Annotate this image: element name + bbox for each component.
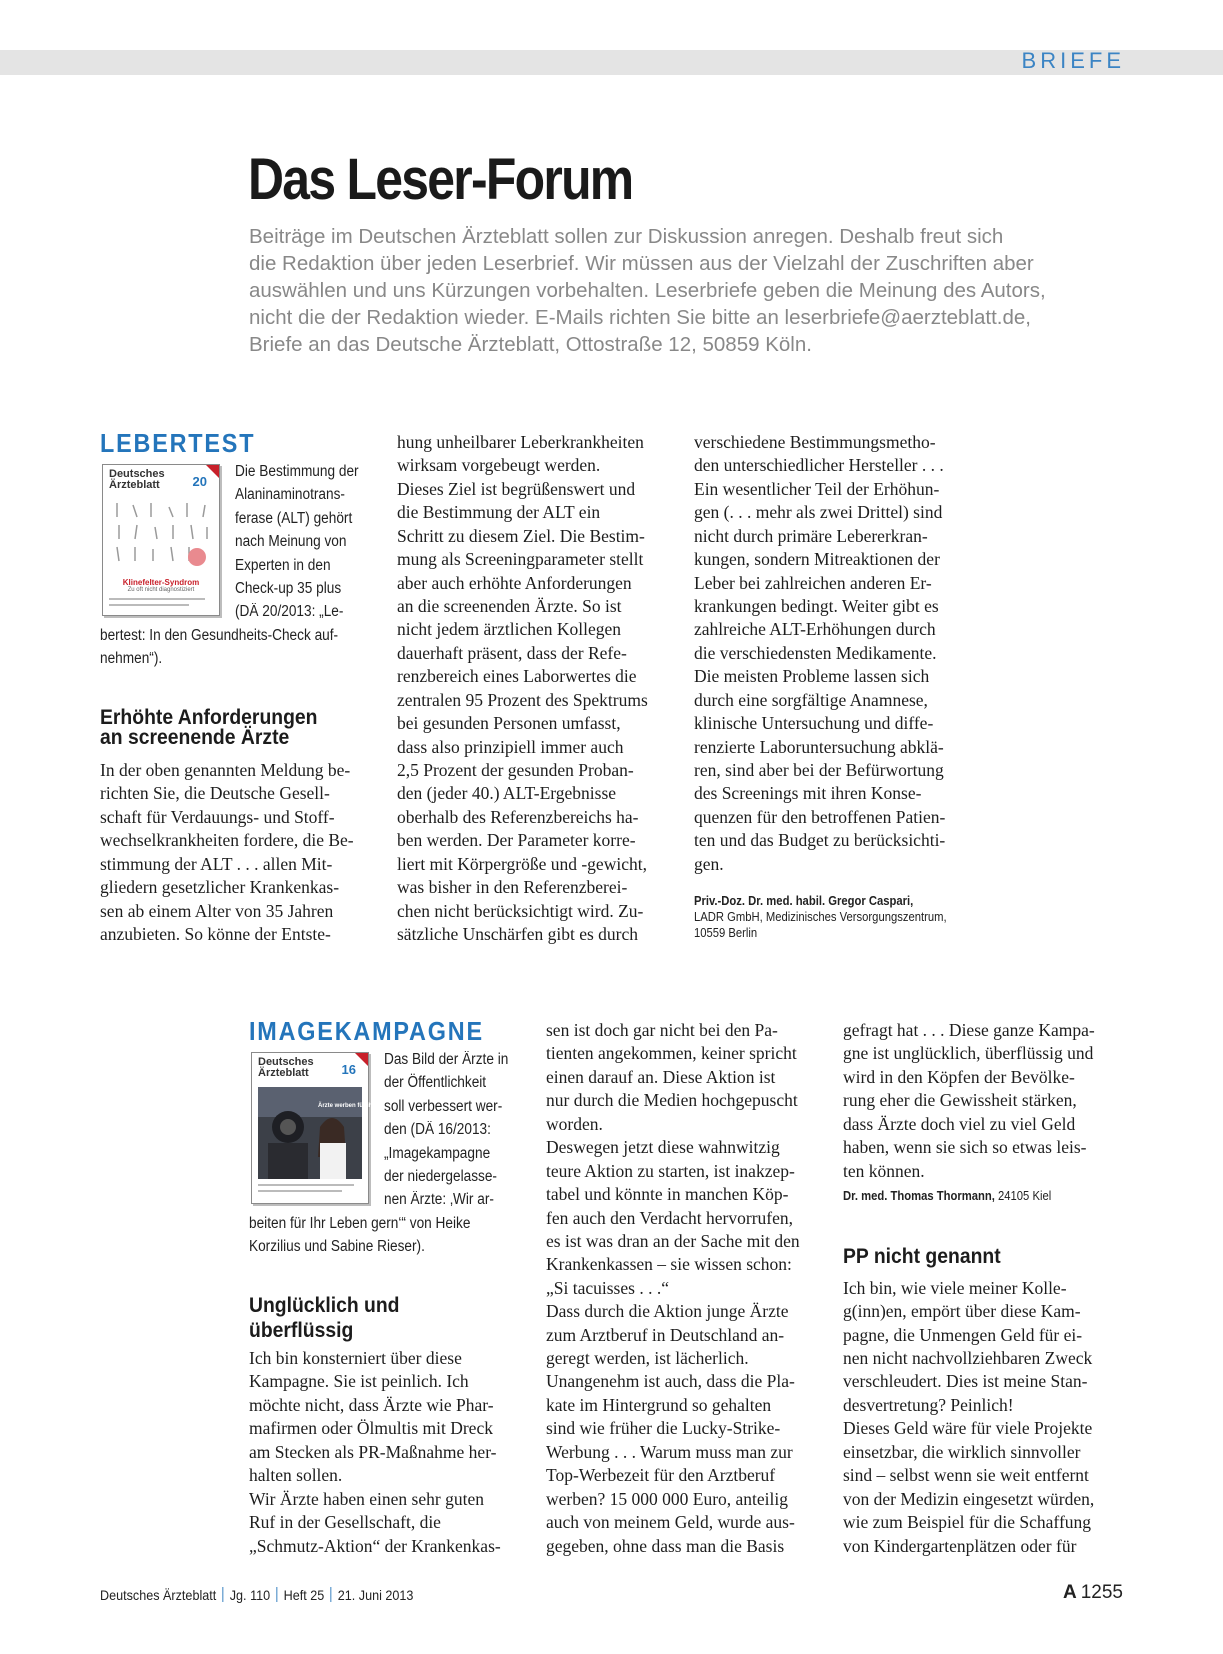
journal-cover-image <box>102 464 220 616</box>
footer-separator <box>331 1587 332 1602</box>
cover-photo-illustration <box>258 1087 400 1179</box>
cover-issue-number: 16 <box>341 1062 356 1077</box>
body-line: quenzen für den betroffenen Patien- <box>694 807 946 827</box>
body-line: Unangenehm ist auch, dass die Pla- <box>546 1371 795 1391</box>
body-line: nur durch die Medien hochgepuscht <box>546 1090 798 1110</box>
body-line: einsetzbar, die wirklich sinnvoller <box>843 1442 1081 1462</box>
body-line: am Stecken als PR-Maßnahme her- <box>249 1442 497 1462</box>
footer-separator <box>223 1587 224 1602</box>
body-line: Die meisten Probleme lassen sich <box>694 666 930 686</box>
body-line: Ruf in der Gesellschaft, die <box>249 1512 441 1532</box>
cover-issue-number: 20 <box>192 474 207 489</box>
body-line: aber auch erhöhte Anforderungen <box>397 573 632 593</box>
body-line: wirksam vorgebeugt werden. <box>397 455 601 475</box>
body-line: kate im Hintergrund so gehalten <box>546 1395 772 1415</box>
body-line: wird in den Köpfen der Bevölke- <box>843 1067 1075 1087</box>
body-line: die verschiedensten Medikamente. <box>694 643 937 663</box>
body-line: Ich bin, wie viele meiner Kolle- <box>843 1278 1067 1298</box>
body-line: sätzliche Unschärfen gibt es durch <box>397 924 639 944</box>
letter-subheading: an screenende Ärzte <box>100 725 290 749</box>
body-line: kungen, sondern Mitreaktionen der <box>694 549 940 569</box>
cover-text-line <box>258 1184 354 1186</box>
body-line: Dass durch die Aktion junge Ärzte <box>546 1301 789 1321</box>
page-title: Das Leser-Forum <box>248 147 633 212</box>
body-line: wechselkrankheiten fordere, die Be- <box>100 830 354 850</box>
caption-line: der Öffentlichkeit <box>384 1074 487 1091</box>
caption-line: ferase (ALT) gehört <box>235 510 353 527</box>
body-line: renzbereich eines Laborwertes die <box>397 666 637 686</box>
body-line: sen ist doch gar nicht bei den Pa- <box>546 1020 778 1040</box>
body-line: Dieses Geld wäre für viele Projekte <box>843 1418 1093 1438</box>
signature-city: 10559 Berlin <box>694 926 758 940</box>
body-line: Leber bei zahlreichen anderen Er- <box>694 573 932 593</box>
body-line: auch von meinem Geld, wurde aus- <box>546 1512 795 1532</box>
body-line: rung eher die Gewissheit stärken, <box>843 1090 1077 1110</box>
footer-separator <box>276 1587 277 1602</box>
body-line: des Screenings mit ihren Konse- <box>694 783 922 803</box>
body-line: gliedern gesetzlicher Krankenkas- <box>100 877 340 897</box>
body-line: sen ab einem Alter von 35 Jahren <box>100 901 334 921</box>
letter-subheading: Unglücklich und <box>249 1293 400 1317</box>
body-line: Wir Ärzte haben einen sehr guten <box>249 1489 484 1509</box>
body-line: chen nicht berücksichtigt wird. Zu- <box>397 901 644 921</box>
intro-line: die Redaktion über jeden Leserbrief. Wir müssen aus der Vielzahl der Zuschriften aber <box>249 252 1034 275</box>
cover-title: Deutsches Ärzteblatt <box>109 468 165 491</box>
cover-corner-mark <box>206 465 219 478</box>
body-line: zentralen 95 Prozent des Spektrums <box>397 690 648 710</box>
cover-headline: Klinefelter-Syndrom <box>122 578 200 587</box>
body-line: wie zum Beispiel für die Schaffung <box>843 1512 1092 1532</box>
caption-line: nen Ärzte: ‚Wir ar- <box>384 1191 494 1208</box>
body-line: bei gesunden Personen umfasst, <box>397 713 621 733</box>
body-line: verschleudert. Dies ist meine Stan- <box>843 1371 1088 1391</box>
body-line: gen (. . . mehr als zwei Drittel) sind <box>694 502 943 522</box>
footer-citation <box>100 1587 413 1603</box>
footer-volume: Jg. 110 <box>229 1587 271 1603</box>
footer-journal: Deutsches Ärzteblatt <box>100 1587 217 1603</box>
caption-line: beiten für Ihr Leben gern‘“ von Heike <box>249 1215 471 1232</box>
body-line: gne ist unglücklich, überflüssig und <box>843 1043 1094 1063</box>
body-line: Ein wesentlicher Teil der Erhöhun- <box>694 479 940 499</box>
cover-text-line <box>258 1190 342 1192</box>
cover-text-line <box>109 598 205 600</box>
body-line: mung als Screeningparameter stellt <box>397 549 644 569</box>
body-line: Werbung . . . Warum muss man zur <box>546 1442 793 1462</box>
body-line: In der oben genannten Meldung be- <box>100 760 351 780</box>
letter-subheading: PP nicht genannt <box>843 1244 1001 1268</box>
body-line: es ist was dran an der Sache mit den <box>546 1231 800 1251</box>
body-line: 2,5 Prozent der gesunden Proban- <box>397 760 634 780</box>
intro-line: auswählen und uns Kürzungen vorbehalten. Leserbriefe geben die Meinung des Autors, <box>249 279 1046 302</box>
body-line: nen nicht nachvollziehbaren Zweck <box>843 1348 1093 1368</box>
body-line: anzubieten. So könne der Entste- <box>100 924 331 944</box>
footer-issue: Heft 25 <box>283 1587 325 1603</box>
body-line: werben? 15 000 000 Euro, anteilig <box>546 1489 789 1509</box>
section-label: BRIEFE <box>1021 48 1125 73</box>
body-line: „Si tacuisses . . .“ <box>546 1278 669 1298</box>
cover-text-line <box>109 604 189 606</box>
body-line: gefragt hat . . . Diese ganze Kampa- <box>843 1020 1095 1040</box>
body-line: durch eine sorgfältige Anamnese, <box>694 690 928 710</box>
caption-line: der niedergelasse- <box>384 1168 497 1185</box>
letter-signature-thormann <box>843 1188 1051 1204</box>
body-line: sind – selbst wenn sie weit entfernt <box>843 1465 1089 1485</box>
body-line: ten und das Budget zu berücksichti- <box>694 830 946 850</box>
letter-subheading: überflüssig <box>249 1318 354 1342</box>
body-line: worden. <box>546 1114 603 1134</box>
body-line: halten sollen. <box>249 1465 343 1485</box>
body-line: haben, wenn sie sich so etwas leis- <box>843 1137 1087 1157</box>
body-line: möchte nicht, dass Ärzte wie Phar- <box>249 1395 494 1415</box>
page-prefix: A <box>1062 1582 1077 1603</box>
body-line: mafirmen oder Ölmultis mit Dreck <box>249 1418 493 1438</box>
body-line: von Kindergartenplätzen oder für <box>843 1536 1077 1556</box>
cover-subline: Zu oft nicht diagnostiziert <box>127 587 195 593</box>
body-line: Deswegen jetzt diese wahnwitzig <box>546 1137 780 1157</box>
body-line: stimmung der ALT . . . allen Mit- <box>100 854 333 874</box>
body-line: zahlreiche ALT-Erhöhungen durch <box>694 619 936 639</box>
body-line: den unterschiedlicher Hersteller . . . <box>694 455 944 475</box>
body-line: ren, sind aber bei der Befürwortung <box>694 760 944 780</box>
body-line: Schritt zu diesem Ziel. Die Bestim- <box>397 526 645 546</box>
caption-line: „Imagekampagne <box>384 1145 491 1162</box>
body-line: dass Ärzte doch viel zu viel Geld <box>843 1114 1076 1134</box>
body-line: teure Aktion zu starten, ist inakzep- <box>546 1161 795 1181</box>
body-line: schaft für Verdauungs- und Stoff- <box>100 807 335 827</box>
body-line: oberhalb des Referenzbereichs ha- <box>397 807 639 827</box>
body-line: krankungen bedingt. Weiter gibt es <box>694 596 939 616</box>
body-line: geregt werden, ist lächerlich. <box>546 1348 749 1368</box>
body-line: Dieses Ziel ist begrüßenswert und <box>397 479 636 499</box>
caption-line: bertest: In den Gesundheits-Check auf- <box>100 627 339 644</box>
caption-line: Korzilius und Sabine Rieser). <box>249 1238 425 1255</box>
cover-title: Deutsches Ärzteblatt <box>258 1056 314 1079</box>
caption-line: Check-up 35 plus <box>235 580 342 597</box>
body-line: den (jeder 40.) ALT-Ergebnisse <box>397 783 617 803</box>
caption-line: soll verbessert wer- <box>384 1098 503 1115</box>
letter-heading-lebertest: LEBERTEST <box>100 428 256 458</box>
body-line: von der Medizin eingesetzt würden, <box>843 1489 1095 1509</box>
body-line: dass also prinzipiell immer auch <box>397 737 624 757</box>
signature-city: 24105 Kiel <box>994 1189 1052 1203</box>
caption-line: nehmen“). <box>100 650 163 667</box>
body-line: richten Sie, die Deutsche Gesell- <box>100 783 330 803</box>
body-line: renzierte Laboruntersuchung abklä- <box>694 737 944 757</box>
body-line: klinische Untersuchung und diffe- <box>694 713 934 733</box>
caption-line: Experten in den <box>235 557 331 574</box>
cover-corner-mark <box>355 1053 368 1066</box>
body-line: Ich bin konsterniert über diese <box>249 1348 462 1368</box>
journal-cover-image <box>251 1052 400 1204</box>
caption-line: Alaninaminotrans- <box>235 486 345 503</box>
body-line: ben werden. Der Parameter korre- <box>397 830 636 850</box>
body-line: was bisher in den Referenzberei- <box>397 877 628 897</box>
intro-line: nicht die der Redaktion wieder. E-Mails richten Sie bitte an leserbriefe@aerzteblatt.de, <box>249 306 1031 329</box>
body-line: gegeben, ohne dass man die Basis <box>546 1536 785 1556</box>
intro-line: Briefe an das Deutsche Ärzteblatt, Ottostraße 12, 50859 Köln. <box>249 333 812 356</box>
body-line: gen. <box>694 854 724 874</box>
cover-figure-illustration <box>107 499 215 577</box>
footer-date: 21. Juni 2013 <box>337 1587 414 1603</box>
caption-line: den (DÄ 16/2013: <box>384 1121 491 1138</box>
body-line: desvertretung? Peinlich! <box>843 1395 1014 1415</box>
body-line: dauerhaft präsent, dass der Refe- <box>397 643 627 663</box>
body-line: tabel und könnte in manchen Köp- <box>546 1184 789 1204</box>
caption-line: Das Bild der Ärzte in <box>384 1051 509 1068</box>
body-line: einen darauf an. Diese Aktion ist <box>546 1067 776 1087</box>
body-line: nicht durch primäre Lebererkran- <box>694 526 928 546</box>
caption-line: (DÄ 20/2013: „Le- <box>235 603 344 620</box>
signature-name: Dr. med. Thomas Thormann, <box>843 1189 995 1203</box>
body-line: g(inn)en, empört über diese Kam- <box>843 1301 1081 1321</box>
body-line: Kampagne. Sie ist peinlich. Ich <box>249 1371 469 1391</box>
body-line: sind wie früher die Lucky-Strike- <box>546 1418 781 1438</box>
page-number-value: 1255 <box>1080 1582 1123 1603</box>
page-number <box>1063 1582 1123 1604</box>
body-line: ten können. <box>843 1161 925 1181</box>
letter-heading-imagekampagne: IMAGEKAMPAGNE <box>249 1016 484 1046</box>
body-line: tienten angekommen, keiner spricht <box>546 1043 797 1063</box>
body-line: „Schmutz-Aktion“ der Krankenkas- <box>249 1536 501 1556</box>
body-line: liert mit Körpergröße und -gewicht, <box>397 854 647 874</box>
body-line: Top-Werbezeit für den Arztberuf <box>546 1465 776 1485</box>
body-line: verschiedene Bestimmungsmetho- <box>694 432 936 452</box>
body-line: hung unheilbarer Leberkrankheiten <box>397 432 644 452</box>
body-line: an die screenenden Ärzte. So ist <box>397 596 622 616</box>
intro-line: Beiträge im Deutschen Ärzteblatt sollen zur Diskussion anregen. Deshalb freut sich <box>249 225 1004 248</box>
body-line: fen auch den Verdacht hervorrufen, <box>546 1208 793 1228</box>
body-line: nicht jedem ärztlichen Kollegen <box>397 619 622 639</box>
body-line: Krankenkassen – sie wissen schon: <box>546 1254 792 1274</box>
body-line: die Bestimmung der ALT ein <box>397 502 601 522</box>
letter-subheading: Erhöhte Anforderungen <box>100 705 318 729</box>
signature-organization: LADR GmbH, Medizinisches Versorgungszentrum, <box>694 910 947 924</box>
signature-name: Priv.-Doz. Dr. med. habil. Gregor Caspari, <box>694 894 914 908</box>
caption-line: nach Meinung von <box>235 533 347 550</box>
body-line: zum Arztberuf in Deutschland an- <box>546 1325 785 1345</box>
body-line: pagne, die Unmengen Geld für ei- <box>843 1325 1083 1345</box>
caption-line: Die Bestimmung der <box>235 463 359 480</box>
cover-headline: Ärzte werben für ihren Beruf <box>318 1103 400 1109</box>
